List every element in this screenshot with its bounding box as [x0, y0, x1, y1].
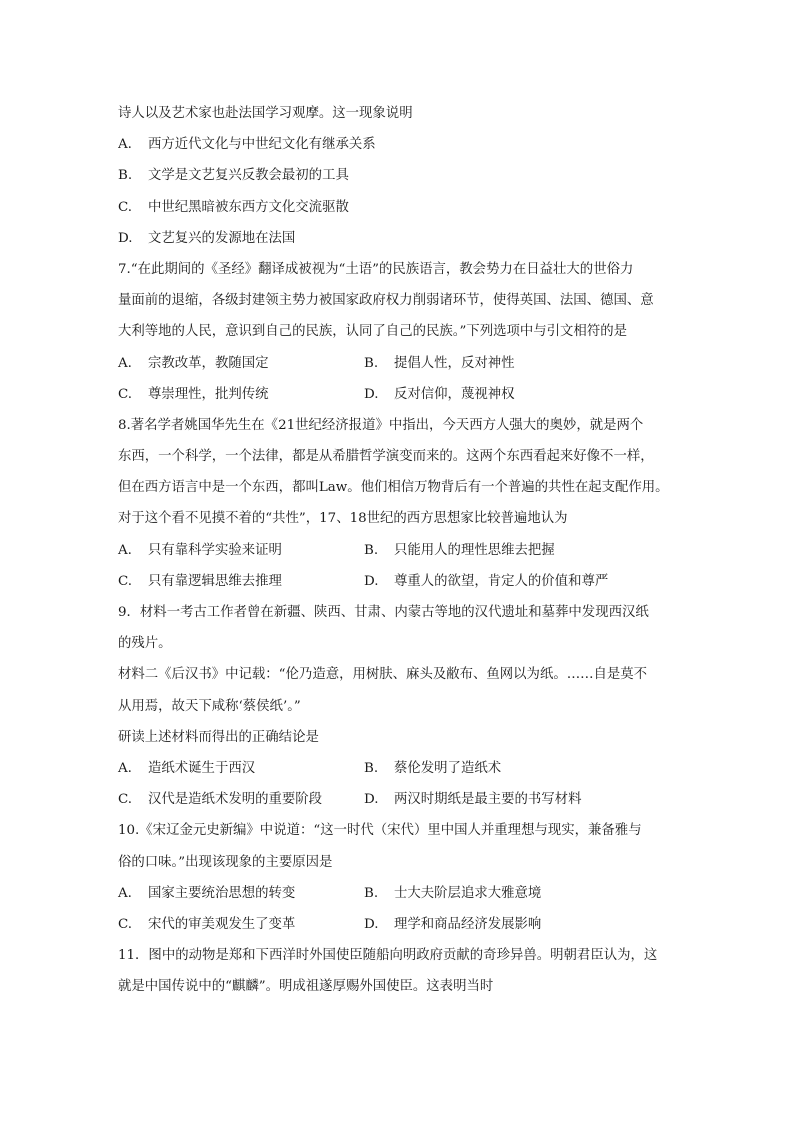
q10-option-c: C. 宋代的审美观发生了变革 [118, 916, 296, 932]
q6-option-b: B. 文学是文艺复兴反教会最初的工具 [118, 168, 349, 184]
q9-stem-line-2: 的残片。 [118, 636, 172, 652]
q7-options-row-2 [118, 379, 678, 410]
q8-option-d: D. 尊重人的欲望，肯定人的价值和尊严 [364, 573, 609, 589]
q9-option-b: B. 蔡伦发明了造纸术 [364, 760, 502, 776]
q6-stem-end: 诗人以及艺术家也赴法国学习观摩。这一现象说明 [118, 106, 413, 121]
q11-stem-line-2: 就是中国传说中的“麒麟”。明成祖遂厚赐外国使臣。这表明当时 [118, 979, 494, 995]
q9-options-row-2 [118, 784, 678, 815]
q9-option-a: A. 造纸术诞生于西汉 [118, 760, 256, 776]
q10-option-b: B. 士大夫阶层追求大雅意境 [364, 885, 542, 901]
q7-option-b: B. 提倡人性，反对神性 [364, 355, 515, 371]
exam-page [118, 98, 678, 1002]
q9-stem-line-3: 材料二《后汉书》中记载：“伦乃造意，用树肤、麻头及敝布、鱼网以为纸。……自是莫不 [118, 667, 648, 683]
q9-stem-line-4: 从用焉，故天下咸称‘蔡侯纸’。” [118, 698, 301, 714]
q7-option-d: D. 反对信仰，蔑视神权 [364, 386, 515, 402]
q10-options-row-1 [118, 878, 678, 909]
q7-stem-line-3: 大利等地的人民，意识到自己的民族，认同了自己的民族。”下列选项中与引文相符的是 [118, 324, 627, 340]
q7-option-c: C. 尊崇理性，批判传统 [118, 386, 269, 402]
q9-option-d: D. 两汉时期纸是最主要的书写材料 [364, 792, 582, 808]
q8-stem-line-3: 但在西方语言中是一个东西，都叫Law。他们相信万物背后有一个普遍的共性在起支配作用。 [118, 480, 669, 496]
q10-option-d: D. 理学和商品经济发展影响 [364, 916, 542, 932]
q9-stem-line-5: 研读上述材料而得出的正确结论是 [118, 729, 319, 745]
q6-option-d: D. 文艺复兴的发源地在法国 [118, 230, 296, 246]
q8-options-row-1 [118, 535, 678, 566]
q8-options-row-2 [118, 566, 678, 597]
q11-stem-line-1: 11．图中的动物是郑和下西洋时外国使臣随船向明政府贡献的奇珍异兽。明朝君臣认为，这 [118, 948, 658, 964]
q8-option-c: C. 只有靠逻辑思维去推理 [118, 573, 282, 589]
q10-option-a: A. 国家主要统治思想的转变 [118, 885, 296, 901]
q9-options-row-1 [118, 753, 678, 784]
q8-stem-line-4: 对于这个看不见摸不着的“共性”，17、18世纪的西方思想家比较普遍地认为 [118, 511, 568, 527]
q9-stem-line-1: 9．材料一考古工作者曾在新疆、陕西、甘肃、内蒙古等地的汉代遗址和墓葬中发现西汉纸 [118, 605, 649, 620]
q8-stem-line-2: 东西，一个科学，一个法律，都是从希腊哲学演变而来的。这两个东西看起来好像不一样， [118, 449, 654, 465]
q7-stem-line-2: 量面前的退缩，各级封建领主势力被国家政府权力削弱诸环节，使得英国、法国、德国、意 [118, 293, 654, 309]
q9-option-c: C. 汉代是造纸术发明的重要阶段 [118, 792, 323, 808]
q7-option-a: A. 宗教改革，教随国定 [118, 355, 269, 371]
q8-option-a: A. 只有靠科学实验来证明 [118, 542, 282, 558]
q10-stem-line-1: 10.《宋辽金元史新编》中说道：“这一时代（宋代）里中国人并重理想与现实，兼备雅与 [118, 823, 642, 839]
q6-option-c: C. 中世纪黑暗被东西方文化交流驱散 [118, 199, 349, 215]
q6-option-a: A. 西方近代文化与中世纪文化有继承关系 [118, 137, 376, 153]
q8-stem-line-1: 8.著名学者姚国华先生在《21世纪经济报道》中指出，今天西方人强大的奥妙，就是两个 [118, 417, 644, 433]
q8-option-b: B. 只能用人的理性思维去把握 [364, 542, 555, 558]
q10-stem-line-2: 俗的口味。”出现该现象的主要原因是 [118, 854, 333, 870]
q7-options-row-1 [118, 348, 678, 379]
q10-options-row-2 [118, 909, 678, 940]
q7-stem-line-1: 7.“在此期间的《圣经》翻译成被视为“土语”的民族语言，教会势力在日益壮大的世俗力 [118, 261, 634, 277]
